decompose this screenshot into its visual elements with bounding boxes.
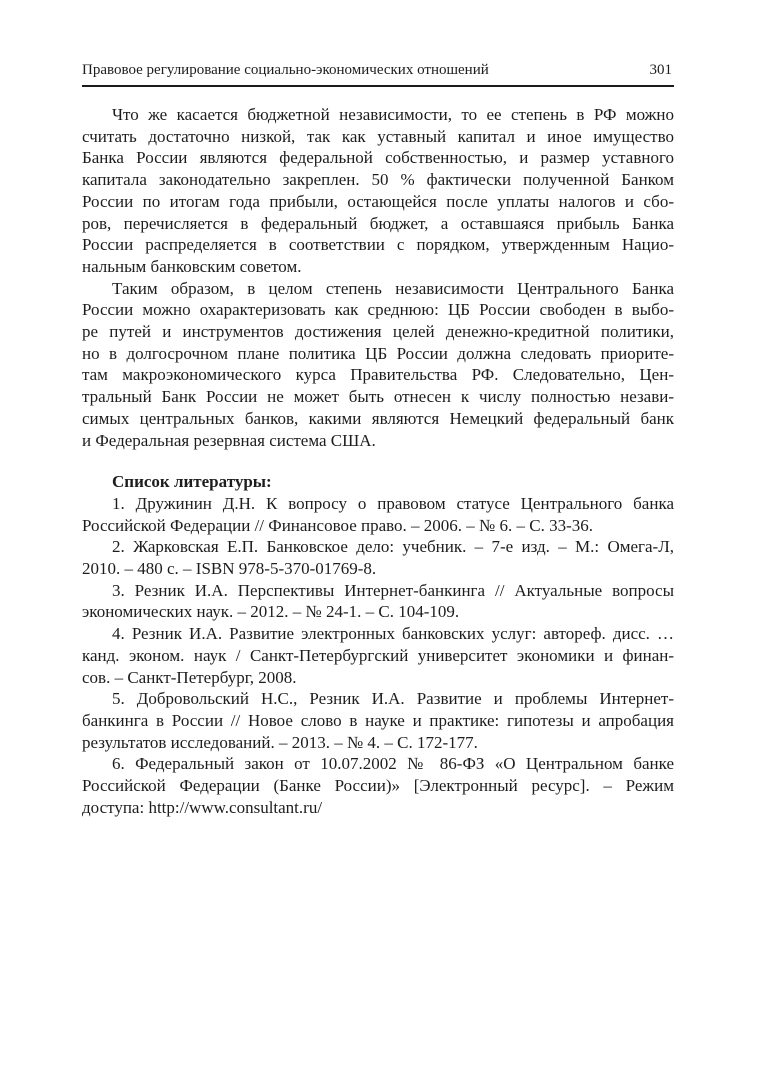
text-line: 6. Федеральный закон от 10.07.2002 № 86-ФЗ «О Центральном банке <box>112 754 674 774</box>
text-line: Таким образом, в целом степень независимости Центрального Банка <box>112 278 674 298</box>
text-line: Российской Федерации // Финансовое право. – 2006. – № 6. – С. 33-36. <box>82 515 594 535</box>
reference-3 <box>82 580 674 623</box>
text-line: 1. Дружинин Д.Н. К вопросу о правовом статусе Центрального банка <box>112 493 674 513</box>
references-heading <box>82 471 674 493</box>
text-line: Российской Федерации (Банке России)» [Электронный ресурс]. – Режим <box>82 776 674 796</box>
text-line: 2. Жарковская Е.П. Банковское дело: учебник. – 7-е изд. – М.: Омега-Л, <box>112 537 674 557</box>
reference-5 <box>82 688 674 753</box>
text-line: 3. Резник И.А. Перспективы Интернет-банкинга // Актуальные вопросы <box>112 580 674 600</box>
text-line: 2010. – 480 с. – ISBN 978-5-370-01769-8. <box>82 559 377 579</box>
running-header-title: Правовое регулирование социально-экономических отношений <box>82 62 489 78</box>
text-line: Банка России являются федеральной собственностью, и размер уставного <box>82 148 674 168</box>
text-line: банкинга в России // Новое слово в науке и практике: гипотезы и апробация <box>82 710 674 730</box>
reference-2 <box>82 536 674 579</box>
text-line: России по итогам года прибыли, остающейся после уплаты налогов и сбо- <box>82 191 674 211</box>
text-line: России можно охарактеризовать как среднюю: ЦБ России свободен в выбо- <box>82 300 674 320</box>
text-line: Список литературы: <box>112 472 272 492</box>
text-line: симых центральных банков, какими являются Немецкий федеральный банк <box>82 408 674 428</box>
text-line: сов. – Санкт-Петербург, 2008. <box>82 667 297 687</box>
text-line: канд. эконом. наук / Санкт-Петербургский университет экономики и финан- <box>82 645 674 665</box>
text-line: ров, перечисляется в федеральный бюджет, а оставшаяся прибыль Банка <box>82 213 674 233</box>
text-line: и Федеральная резервная система США. <box>82 430 376 450</box>
paragraph-conclusion <box>82 278 674 452</box>
text-line: экономических наук. – 2012. – № 24-1. – С. 104-109. <box>82 602 460 622</box>
text-line: тральный Банк России не может быть отнесен к числу полностью незави- <box>82 387 674 407</box>
text-line: результатов исследований. – 2013. – № 4. – С. 172-177. <box>82 732 478 752</box>
reference-1 <box>82 493 674 536</box>
text-line: доступа: http://www.consultant.ru/ <box>82 797 323 817</box>
paragraph-budget-independence <box>82 104 674 278</box>
reference-4 <box>82 623 674 688</box>
text-line: ре путей и инструментов достижения целей денежно-кредитной политики, <box>82 322 674 342</box>
text-line: 4. Резник И.А. Развитие электронных банковских услуг: автореф. дисс. … <box>112 624 674 644</box>
text-line: капитала законодательно закреплен. 50 % фактически полученной Банком <box>82 170 674 190</box>
text-line: считать достаточно низкой, так как уставный капитал и иное имущество <box>82 126 674 146</box>
text-line: там макроэкономического курса Правительства РФ. Следовательно, Цен- <box>82 365 674 385</box>
page-number: 301 <box>649 62 672 78</box>
running-header <box>82 62 674 87</box>
page-content <box>82 62 674 819</box>
text-line: России распределяется в соответствии с порядком, утвержденным Нацио- <box>82 235 674 255</box>
text-line: но в долгосрочном плане политика ЦБ России должна следовать приорите- <box>82 343 674 363</box>
text-line: 5. Добровольский Н.С., Резник И.А. Развитие и проблемы Интернет- <box>112 689 674 709</box>
text-line: нальным банковским советом. <box>82 256 302 276</box>
text-line: Что же касается бюджетной независимости, то ее степень в РФ можно <box>112 105 674 124</box>
reference-6 <box>82 753 674 818</box>
body-text <box>82 104 674 819</box>
